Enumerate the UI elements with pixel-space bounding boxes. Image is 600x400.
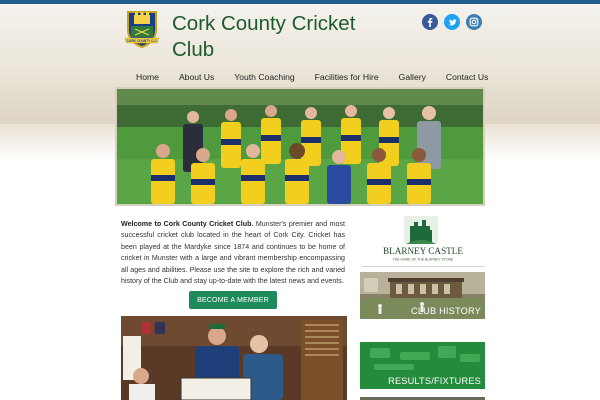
welcome-text <box>121 219 345 287</box>
main-nav <box>136 68 488 86</box>
club-history-panel[interactable] <box>360 272 485 319</box>
nav-item-youth-coaching[interactable]: Youth Coaching <box>234 72 295 82</box>
crest-banner-text: CORK COUNTY C.C. <box>126 39 158 43</box>
facebook-icon[interactable] <box>422 14 438 30</box>
hero-team-photo <box>117 89 483 204</box>
sponsor-name: BLARNEY CASTLE <box>382 246 464 256</box>
hero-team-photo-frame <box>115 87 485 206</box>
nav-item-gallery[interactable]: Gallery <box>398 72 426 82</box>
nav-item-about-us[interactable]: About Us <box>178 72 215 82</box>
nav-item-home[interactable]: Home <box>136 72 159 82</box>
welcome-lead: Welcome to Cork County Cricket Club. <box>121 220 254 228</box>
clubhouse-presentation-photo <box>121 316 347 400</box>
sponsor-tagline: THE HOME OF THE BLARNEY STONE <box>392 257 454 262</box>
site-title[interactable]: Cork County Cricket Club <box>172 12 356 61</box>
club-history-label: CLUB HISTORY <box>411 306 481 316</box>
nav-item-facilities-for-hire[interactable]: Facilities for Hire <box>314 72 379 82</box>
blarney-castle-sponsor-logo[interactable] <box>370 212 476 262</box>
twitter-icon[interactable] <box>444 14 460 30</box>
results-fixtures-panel[interactable] <box>360 342 485 389</box>
sponsor-divider <box>362 266 485 267</box>
instagram-icon[interactable] <box>466 14 482 30</box>
welcome-body: Munster's premier and most successful cricket club located in the heart of Cork City. Cricket has been played at the Mardyke since 1874 and continues to be home of cricket in Munster with a large and vibrant membership encompassing all ages and abilities. Please use the site to explore the rich and varied history of the Club and stay up-to-date with the latest news and events. <box>121 220 345 286</box>
club-crest-logo[interactable] <box>123 9 161 49</box>
nav-item-contact-us[interactable]: Contact Us <box>445 72 489 82</box>
results-fixtures-label: RESULTS/FIXTURES <box>388 376 481 386</box>
become-a-member-button[interactable]: BECOME A MEMBER <box>189 291 277 309</box>
